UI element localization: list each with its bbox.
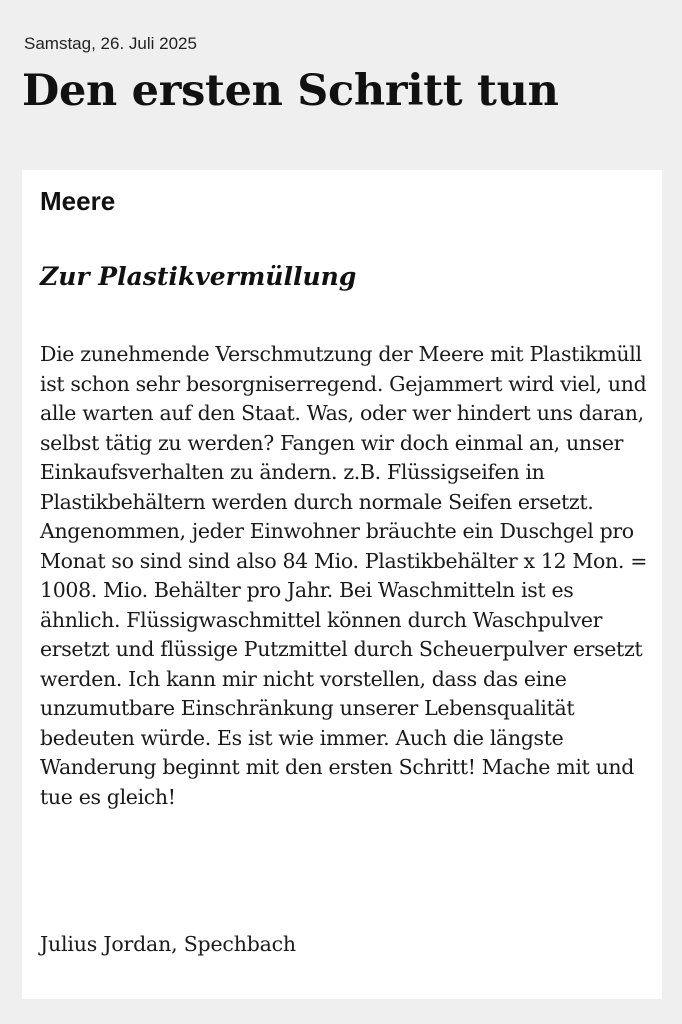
page-title: Den ersten Schritt tun <box>22 66 559 116</box>
article-rubric: Meere <box>40 186 116 216</box>
article-author: Julius Jordan, Spechbach <box>40 932 296 956</box>
article-body: Die zunehmende Verschmutzung der Meere mit Plastikmüll ist schon sehr besorgniserregend. Gejammert wird viel, und alle warten auf den Staat. Was, oder wer hindert uns daran, selbst tätig zu werden? Fangen wir doch einmal an, unser Einkaufsverhalten zu ändern. z.B. Flüssigseifen in Plastikbehältern werden durch normale Seifen ersetzt. Angenommen, jeder Einwohner bräuchte ein Duschgel pro Monat so sind sind also 84 Mio. Plastikbehälter x 12 Mon. = 1008. Mio. Behälter pro Jahr. Bei Waschmitteln ist es ähnlich. Flüssigwaschmittel können durch Waschpulver ersetzt und flüssige Putzmittel durch Scheuerpulver ersetzt werden. Ich kann mir nicht vorstellen, dass das eine unzumutbare Einschränkung unserer Lebensqualität bedeuten würde. Es ist wie immer. Auch die längste Wanderung beginnt mit den ersten Schritt! Mache mit und tue es gleich! <box>40 342 648 809</box>
letter-card <box>22 170 662 999</box>
article-subtitle: Zur Plastikvermüllung <box>40 262 357 291</box>
article-date: Samstag, 26. Juli 2025 <box>24 34 197 53</box>
